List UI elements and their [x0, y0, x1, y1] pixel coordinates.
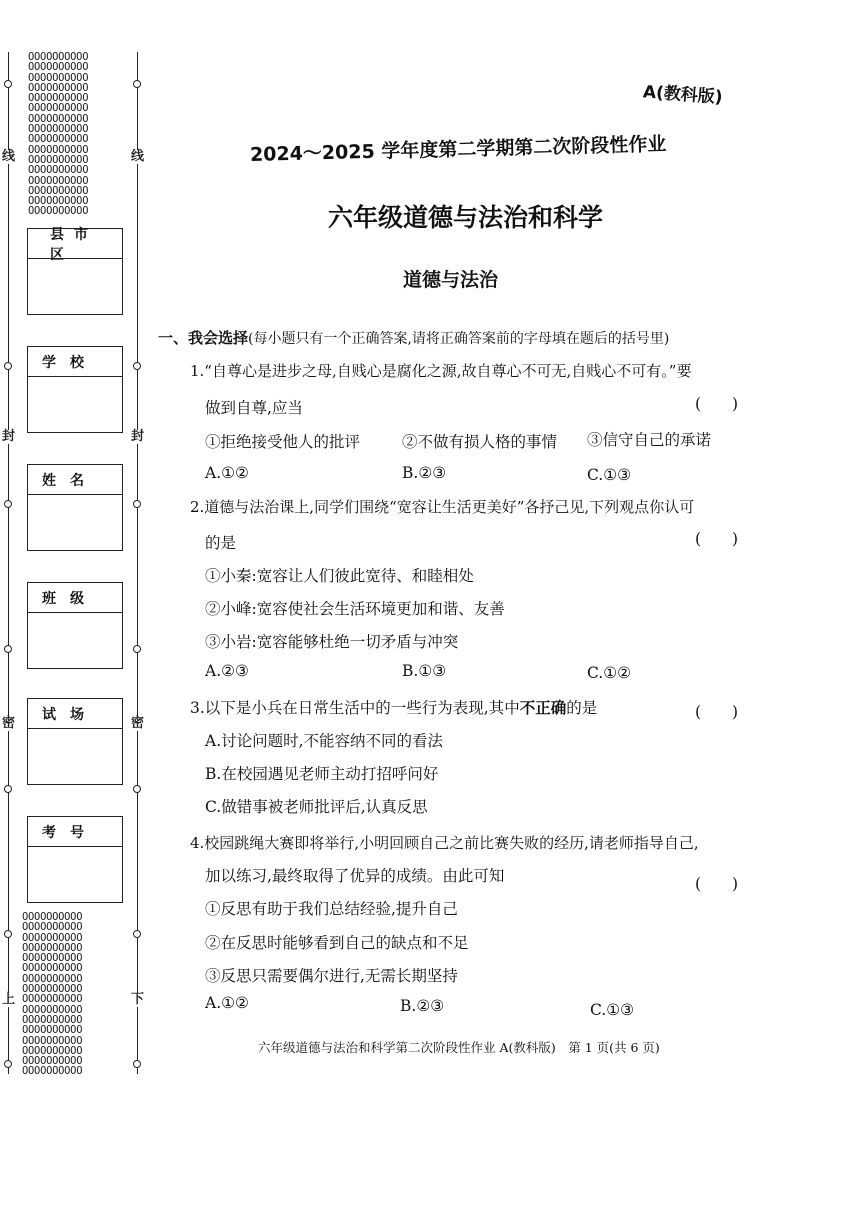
field-label: 考 号 [28, 817, 122, 847]
statement: ①拒绝接受他人的批评 [205, 433, 361, 451]
left-cut-line [8, 52, 9, 1074]
ring [4, 500, 12, 508]
margin-char: 线 [2, 149, 16, 164]
choice: B.①③ [402, 662, 447, 680]
choice: A.②③ [205, 662, 249, 680]
statement: ③反思只需要偶尔进行,无需长期坚持 [205, 967, 458, 985]
ring [133, 362, 141, 370]
question-stem: 2.道德与法治课上,同学们围绕“宽容让生活更美好”各抒己见,下列观点你认可 [190, 498, 695, 516]
field-box-name[interactable] [27, 464, 123, 551]
ring [4, 785, 12, 793]
ring [133, 930, 141, 938]
statement: ①小秦:宽容让人们彼此宽待、和睦相处 [205, 567, 474, 585]
dot-pattern-bottom: OOOOOOOOOO OOOOOOOOOO OOOOOOOOOO OOOOOOOOOO OOOOOOOOOO OOOOOOOOOO OOOOOOOOOO OOOOOOOOOO OOOOOOOOOO OOOOOOOOOO OOOOOOOOOO OOOOOOOOOO OOOOOOOOOO OOOOOOOOOO OOOOOOOOOO OOOOOOOOOO [22, 911, 83, 1078]
choice: C.①② [587, 664, 632, 682]
ring [133, 80, 141, 88]
question-stem: 的是 [205, 534, 237, 552]
margin-char: 封 [2, 429, 16, 444]
choice: A.①② [205, 994, 249, 1012]
choice: A.①② [205, 464, 249, 482]
dot-pattern-top: OOOOOOOOOO OOOOOOOOOO OOOOOOOOOO OOOOOOOOOO OOOOOOOOOO OOOOOOOOOO OOOOOOOOOO OOOOOOOOOO OOOOOOOOOO OOOOOOOOOO OOOOOOOOOO OOOOOOOOOO OOOOOOOOOO OOOOOOOOOO OOOOOOOOOO OOOOOOOOOO [28, 51, 89, 218]
field-box-county[interactable] [27, 228, 123, 315]
question-stem [190, 696, 597, 718]
ring [133, 785, 141, 793]
statement: ②小峰:宽容使社会生活环境更加和谐、友善 [205, 600, 505, 618]
emphasis-text: 不正确 [519, 699, 567, 717]
margin-char: 封 [131, 429, 145, 444]
choice: B.②③ [402, 464, 447, 482]
answer-blank[interactable]: ( ) [695, 703, 739, 721]
margin-char: 上 [2, 992, 16, 1007]
ring [4, 1060, 12, 1068]
ring [4, 80, 12, 88]
answer-blank[interactable]: ( ) [695, 530, 739, 548]
answer-blank[interactable]: ( ) [695, 875, 739, 893]
margin-char: 线 [131, 149, 145, 164]
statement: ③小岩:宽容能够杜绝一切矛盾与冲突 [205, 633, 459, 651]
question-stem: 4.校园跳绳大赛即将举行,小明回顾自己之前比赛失败的经历,请老师指导自己, [190, 834, 699, 852]
page-footer: 六年级道德与法治和科学第二次阶段性作业 A(教科版) 第 1 页(共 6 页) [258, 1040, 660, 1055]
part-heading-text: 一、我会选择 [158, 329, 249, 347]
ring [4, 362, 12, 370]
field-label: 学 校 [28, 347, 122, 377]
field-box-school[interactable] [27, 346, 123, 433]
ring [133, 645, 141, 653]
stem-text: 3.以下是小兵在日常生活中的一些行为表现,其中 [190, 699, 520, 717]
exam-subtitle: 六年级道德与法治和科学 [328, 203, 604, 232]
part-one-heading [158, 327, 669, 348]
ring [4, 645, 12, 653]
choice: C.①③ [590, 1001, 635, 1019]
field-box-exam-room[interactable] [27, 698, 123, 785]
choice: C.①③ [587, 466, 632, 484]
statement: ①反思有助于我们总结经验,提升自己 [205, 900, 458, 918]
field-label: 姓 名 [28, 465, 122, 495]
statement: ②在反思时能够看到自己的缺点和不足 [205, 934, 469, 952]
option: B.在校园遇见老师主动打招呼问好 [205, 765, 439, 783]
margin-char: 下 [131, 992, 145, 1007]
ring [4, 930, 12, 938]
answer-blank[interactable]: ( ) [695, 395, 739, 413]
option: C.做错事被老师批评后,认真反思 [205, 798, 428, 816]
field-box-exam-number[interactable] [27, 816, 123, 903]
margin-char: 密 [131, 716, 145, 731]
ring [133, 500, 141, 508]
question-stem: 加以练习,最终取得了优异的成绩。由此可知 [205, 867, 505, 885]
field-label: 试 场 [28, 699, 122, 729]
statement: ②不做有损人格的事情 [402, 433, 558, 451]
question-stem: 1.“自尊心是进步之母,自贱心是腐化之源,故自尊心不可无,自贱心不可有。”要 [190, 362, 692, 380]
question-stem: 做到自尊,应当 [205, 399, 303, 417]
edition-label: A(教科版) [642, 82, 724, 108]
exam-title: 2024～2025 学年度第二学期第二次阶段性作业 [249, 133, 667, 166]
field-label: 县市区 [28, 229, 122, 259]
stem-text: 的是 [566, 699, 598, 717]
section-title: 道德与法治 [403, 269, 499, 291]
statement: ③信守自己的承诺 [587, 431, 712, 449]
ring [133, 1060, 141, 1068]
margin-char: 密 [2, 716, 16, 731]
choice: B.②③ [400, 997, 445, 1015]
option: A.讨论问题时,不能容纳不同的看法 [205, 732, 444, 750]
right-cut-line [137, 52, 138, 1074]
field-label: 班 级 [28, 583, 122, 613]
field-box-class[interactable] [27, 582, 123, 669]
part-instruction: (每小题只有一个正确答案,请将正确答案前的字母填在题后的括号里) [248, 331, 670, 347]
